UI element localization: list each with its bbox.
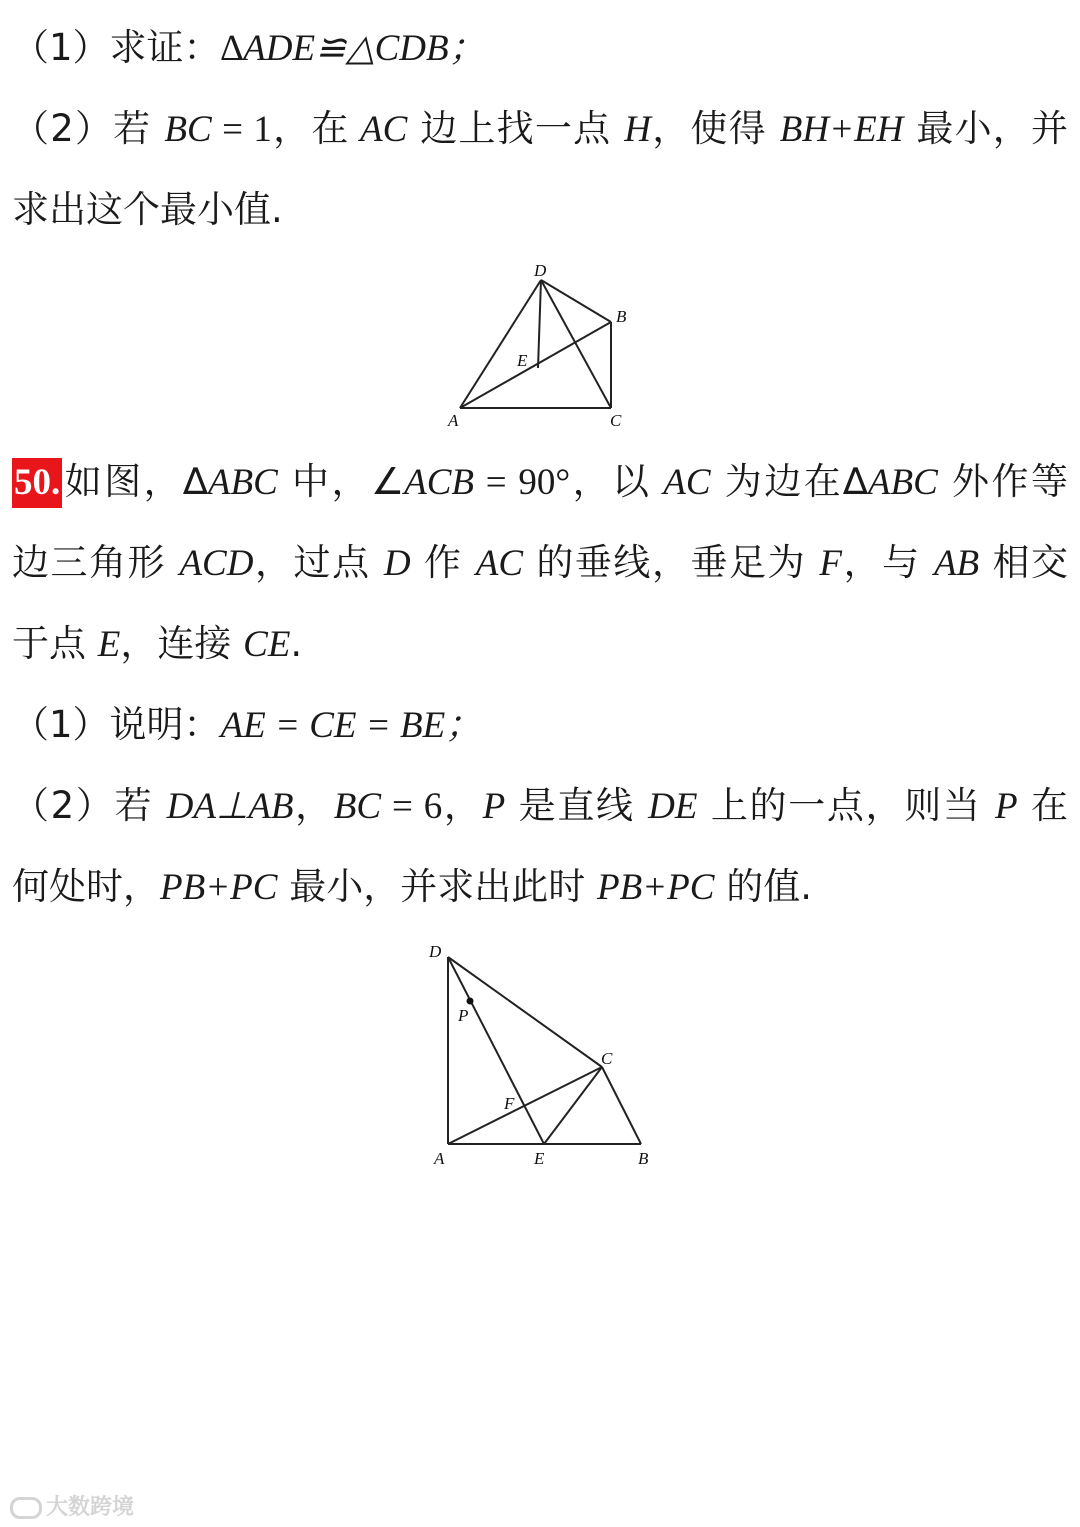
label-A: A [448,411,459,430]
edge-CB [602,1067,641,1144]
label-B: B [616,307,627,326]
text: 作 [410,541,476,584]
text: 的值. [714,865,812,908]
text: 最小，并求出此时 [277,865,597,908]
edge-DE [448,957,544,1144]
text: 于点 [12,622,98,665]
q49-part1-label: （1） [12,26,110,69]
math: PB+PC [596,867,715,908]
text: 的垂线，垂足为 [523,541,820,584]
q50-figure [420,935,670,1175]
q50-part2-line2 [12,863,812,912]
q49-part2-line1 [12,105,1068,154]
text: ，与 [842,541,934,584]
label-C: C [610,411,622,430]
text: = 6， [381,786,483,827]
math: DE [648,786,698,827]
math: AB [933,543,980,584]
watermark-text: 大数跨境 [46,1495,135,1520]
math: CE [243,624,291,665]
q49-part1-math: ∆ADE≌△CDB； [220,28,486,69]
math: PB+PC [160,867,278,908]
edge-DA [460,280,541,408]
q50-part2-line1 [12,782,1068,831]
point-P [467,998,474,1005]
q50-part1-label: （1） [12,703,110,746]
q49-part1-text: 求证： [109,26,221,69]
math: ABC [207,462,278,503]
edge-DE [538,280,541,368]
label-A: A [434,1149,445,1168]
q49-part2-line2 [12,186,283,234]
label-F: F [504,1094,515,1113]
q50-line1 [12,458,1068,508]
text: 边三角形 [12,541,180,584]
math: DA⊥AB [166,786,294,827]
math: P [482,786,506,827]
text: 说明： [109,703,221,746]
text: 中，∠ [277,460,405,503]
math: D [383,543,411,584]
text: 边上找一点 [407,107,625,150]
watermark [10,1490,134,1521]
label-B: B [638,1149,649,1168]
text: 为边在∆ [710,460,868,503]
text: 最小，并 [903,107,1068,150]
label-P: P [458,1006,469,1025]
edge-DC [448,957,602,1067]
text: 何处时， [12,865,160,908]
q49-part2-label: （2） [12,107,114,150]
label-E: E [534,1149,545,1168]
edge-DC [541,280,611,408]
label-C: C [601,1049,613,1068]
watermark-logo-icon [10,1497,42,1519]
math: ABC [867,462,938,503]
math: E [97,624,121,665]
q50-part1 [12,701,482,750]
label-E: E [517,351,528,370]
question-number-badge: 50. [12,458,62,508]
label-D: D [429,942,442,961]
text: ，过点 [253,541,384,584]
q50-part2-label: （2） [12,784,115,827]
math: AC [663,462,711,503]
text: 若 [113,107,165,150]
q49-figure [440,258,640,433]
math: AE = CE = BE； [220,705,483,746]
math: AC [475,543,524,584]
math: H [624,109,651,150]
text: ，使得 [650,107,780,150]
math: BC [164,109,212,150]
math: F [819,543,843,584]
text: 在 [1017,784,1069,827]
math: ACB [404,462,475,503]
text: 如图，∆ [62,460,208,503]
text: ，连接 [120,622,244,665]
q50-line2 [12,539,1068,588]
edge-EC [544,1067,602,1144]
text: = 1，在 [211,109,360,150]
math: ACD [179,543,254,584]
text: 求出这个最小值. [12,188,283,231]
math: BC [333,786,382,827]
text: 若 [114,784,167,827]
text: 相交 [979,541,1068,584]
label-D: D [534,261,547,280]
text: ， [293,784,334,827]
text: = 90°，以 [474,462,664,503]
text: 是直线 [505,784,649,827]
math: BH+EH [779,109,904,150]
q50-line3 [12,620,302,669]
q49-part1 [12,24,486,73]
math: P [994,786,1018,827]
math: AC [360,109,408,150]
text: 外作等 [937,460,1068,503]
text: 上的一点，则当 [697,784,995,827]
text: . [290,622,303,665]
